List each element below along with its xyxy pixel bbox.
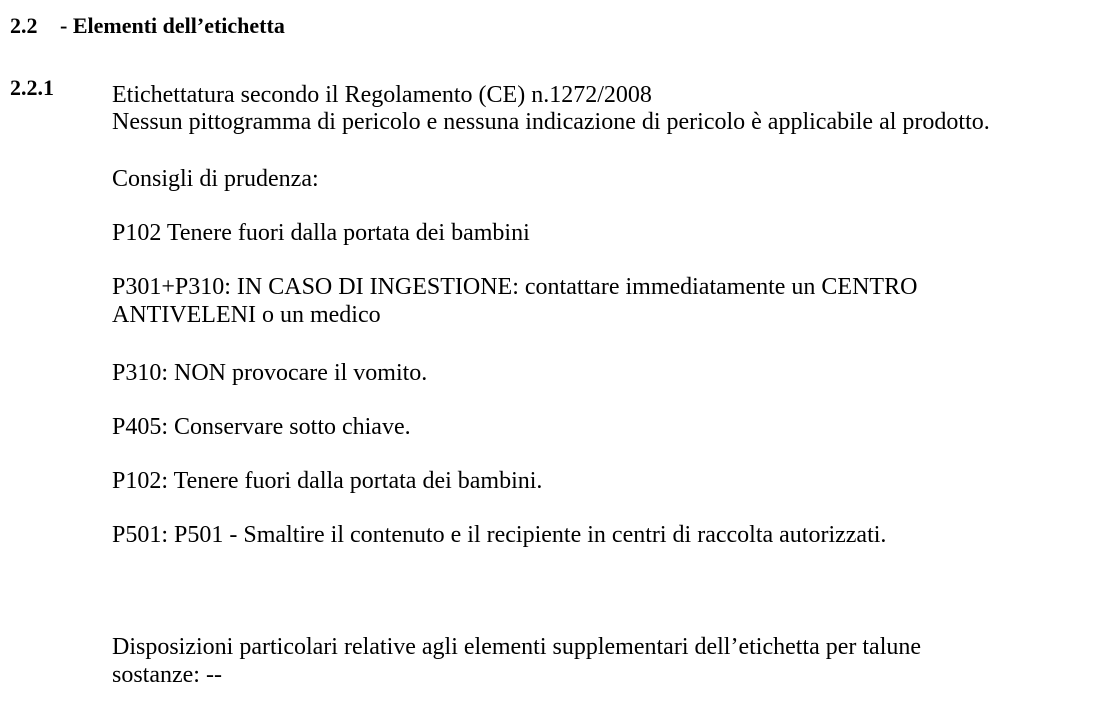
section-number: 2.2 [10, 13, 38, 38]
regulation-line: Etichettatura secondo il Regolamento (CE) n.1272/2008 [112, 82, 652, 108]
precaution-item-p301-p310: P301+P310: IN CASO DI INGESTIONE: contattare immediatamente un CENTRO ANTIVELENI o un medico [112, 274, 918, 328]
precaution-item-p501: P501: P501 - Smaltire il contenuto e il recipiente in centri di raccolta autorizzati. [112, 522, 887, 548]
precaution-item-p102-repeat: P102: Tenere fuori dalla portata dei bambini. [112, 468, 543, 494]
supplementary-elements-text: Disposizioni particolari relative agli elementi supplementari dell’etichetta per talune sostanze: -- [112, 634, 922, 688]
subsection-number: 2.2.1 [10, 75, 54, 100]
precaution-item-p405: P405: Conservare sotto chiave. [112, 414, 411, 440]
section-heading [10, 12, 285, 40]
section-title: - Elementi dell’etichetta [60, 13, 285, 38]
precaution-item-p310: P310: NON provocare il vomito. [112, 360, 428, 386]
no-hazard-line: Nessun pittogramma di pericolo e nessuna indicazione di pericolo è applicabile al prodotto. [112, 109, 990, 135]
precaution-item-p102: P102 Tenere fuori dalla portata dei bambini [112, 220, 530, 246]
precautions-heading: Consigli di prudenza: [112, 166, 319, 192]
